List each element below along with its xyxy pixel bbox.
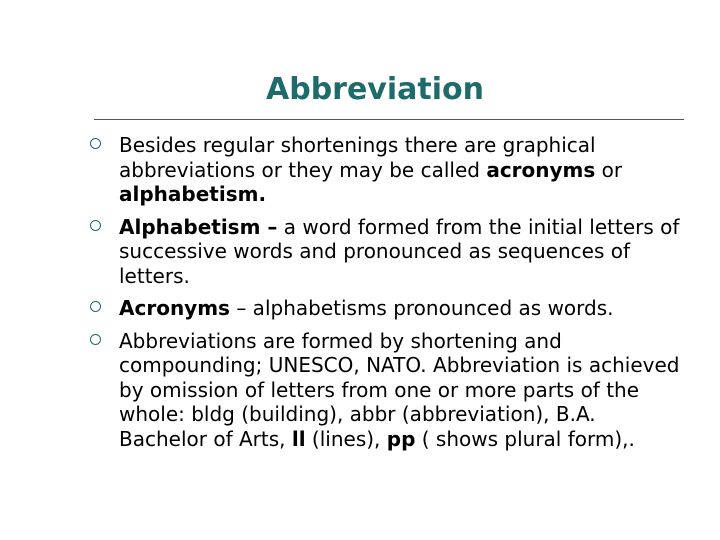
bullet-item: [87, 215, 687, 289]
bullet-text: or: [595, 157, 623, 182]
bold-term: alphabetism.: [119, 182, 267, 206]
bullet-item: [87, 329, 687, 452]
bullet-text: Abbreviations are formed by shortening and compounding; UNESCO, NATO. Abbreviation is achieved by omission of letters from one or more parts of the whole: bldg (building), abbr (abbreviation), B.A. Bachelor of Arts,: [119, 328, 680, 451]
hollow-circle-bullet-icon: [90, 220, 101, 231]
bold-term: Acronyms: [119, 296, 230, 320]
bullet-text: a word formed from the initial letters of successive words and pronounced as sequences of letters.: [119, 214, 680, 288]
bold-term: acronyms: [486, 157, 596, 182]
bullet-text: ( shows plural form),.: [415, 426, 635, 451]
bullet-text: Besides regular shortenings there are graphical abbreviations or they may be called: [119, 133, 596, 182]
bullet-item: [87, 133, 687, 207]
bold-term: pp: [386, 426, 416, 451]
bullet-text: – alphabetisms pronounced as words.: [229, 296, 614, 320]
hollow-circle-bullet-icon: [90, 138, 101, 149]
bold-term: Alphabetism –: [119, 214, 278, 239]
bullet-item: [87, 296, 687, 321]
title-divider: [94, 119, 684, 120]
hollow-circle-bullet-icon: [90, 301, 101, 312]
bold-term: ll: [291, 426, 306, 451]
slide-title: Abbreviation: [266, 72, 484, 107]
bullet-text: (lines),: [305, 426, 387, 451]
bullet-list: [87, 133, 687, 459]
hollow-circle-bullet-icon: [90, 334, 101, 345]
